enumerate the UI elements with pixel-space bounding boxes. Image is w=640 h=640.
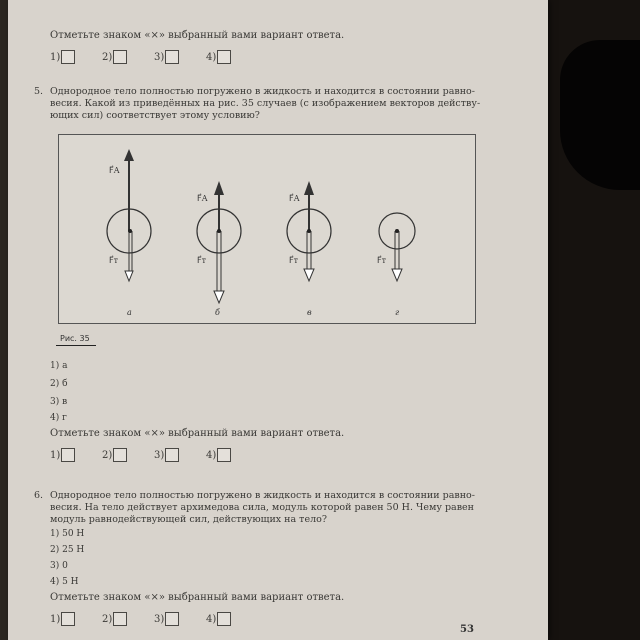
fa-label-b: F⃗А <box>197 194 208 203</box>
fa-label-a: F⃗А <box>109 166 120 175</box>
ft-label-v: F⃗т <box>289 256 299 265</box>
q6-number: 6. <box>34 490 44 501</box>
panel-label-g: г <box>395 308 400 317</box>
answer-row-top <box>50 50 258 64</box>
q5-line-1: Однородное тело полностью погружено в жидкость и находится в состоянии равно- <box>50 86 475 97</box>
q5-checkbox-2[interactable] <box>113 448 127 462</box>
figure-caption: Рис. 35 <box>60 334 90 343</box>
page-number: 53 <box>460 624 474 635</box>
checkbox-1[interactable] <box>61 50 75 64</box>
q6-choice-3: 3) 0 <box>50 561 68 571</box>
option-3[interactable]: 3) <box>154 50 206 64</box>
panel-label-b: б <box>215 308 220 317</box>
q6-option-4[interactable]: 4) <box>206 612 258 626</box>
q6-line-1: Однородное тело полностью погружено в жидкость и находится в состоянии равно- <box>50 490 475 501</box>
fa-label-v: F⃗А <box>289 194 300 203</box>
q6-option-3[interactable]: 3) <box>154 612 206 626</box>
q6-line-3: модуль равнодействующей сил, действующих на тело? <box>50 514 327 525</box>
q5-option-2[interactable]: 2) <box>102 448 154 462</box>
ft-label-a: F⃗т <box>109 256 119 265</box>
q6-line-2: весия. На тело действует архимедова сила, модуль которой равен 50 Н. Чему равен <box>50 502 474 513</box>
q6-choice-2: 2) 25 Н <box>50 545 85 555</box>
q5-number: 5. <box>34 86 44 97</box>
force-diagram <box>59 135 475 323</box>
figure-35 <box>58 134 476 324</box>
q6-choice-4: 4) 5 Н <box>50 577 79 587</box>
ft-label-g: F⃗т <box>377 256 387 265</box>
q5-checkbox-4[interactable] <box>217 448 231 462</box>
q5-checkbox-1[interactable] <box>61 448 75 462</box>
q6-option-2[interactable]: 2) <box>102 612 154 626</box>
checkbox-3[interactable] <box>165 50 179 64</box>
option-2[interactable]: 2) <box>102 50 154 64</box>
answer-row-q6 <box>50 612 258 626</box>
q6-checkbox-4[interactable] <box>217 612 231 626</box>
option-1[interactable]: 1) <box>50 50 102 64</box>
q5-line-3: ющих сил) соответствует этому условию? <box>50 110 260 121</box>
textbook-page <box>8 0 548 640</box>
checkbox-4[interactable] <box>217 50 231 64</box>
q6-choice-1: 1) 50 Н <box>50 529 85 539</box>
answer-row-q5 <box>50 448 258 462</box>
q6-checkbox-2[interactable] <box>113 612 127 626</box>
q5-option-4[interactable]: 4) <box>206 448 258 462</box>
panel-g <box>379 213 415 281</box>
background-object <box>560 40 640 190</box>
q5-checkbox-3[interactable] <box>165 448 179 462</box>
ft-label-b: F⃗т <box>197 256 207 265</box>
mark-prompt-q5: Отметьте знаком «×» выбранный вами вариант ответа. <box>50 428 345 439</box>
checkbox-2[interactable] <box>113 50 127 64</box>
q5-choice-1: 1) а <box>50 361 68 371</box>
q5-choice-4: 4) г <box>50 413 67 423</box>
page-edge <box>548 0 640 640</box>
panel-label-a: а <box>127 308 132 317</box>
q5-line-2: весия. Какой из приведённых на рис. 35 случаев (с изображением векторов действу- <box>50 98 481 109</box>
panel-label-v: в <box>307 308 312 317</box>
q5-choice-2: 2) б <box>50 379 68 389</box>
option-4[interactable]: 4) <box>206 50 258 64</box>
q5-choice-3: 3) в <box>50 397 68 407</box>
mark-prompt-q6: Отметьте знаком «×» выбранный вами вариант ответа. <box>50 592 345 603</box>
q5-option-1[interactable]: 1) <box>50 448 102 462</box>
q6-checkbox-3[interactable] <box>165 612 179 626</box>
q6-option-1[interactable]: 1) <box>50 612 102 626</box>
caption-rule <box>56 345 96 346</box>
q6-checkbox-1[interactable] <box>61 612 75 626</box>
mark-prompt-top: Отметьте знаком «×» выбранный вами вариант ответа. <box>50 30 345 41</box>
q5-option-3[interactable]: 3) <box>154 448 206 462</box>
